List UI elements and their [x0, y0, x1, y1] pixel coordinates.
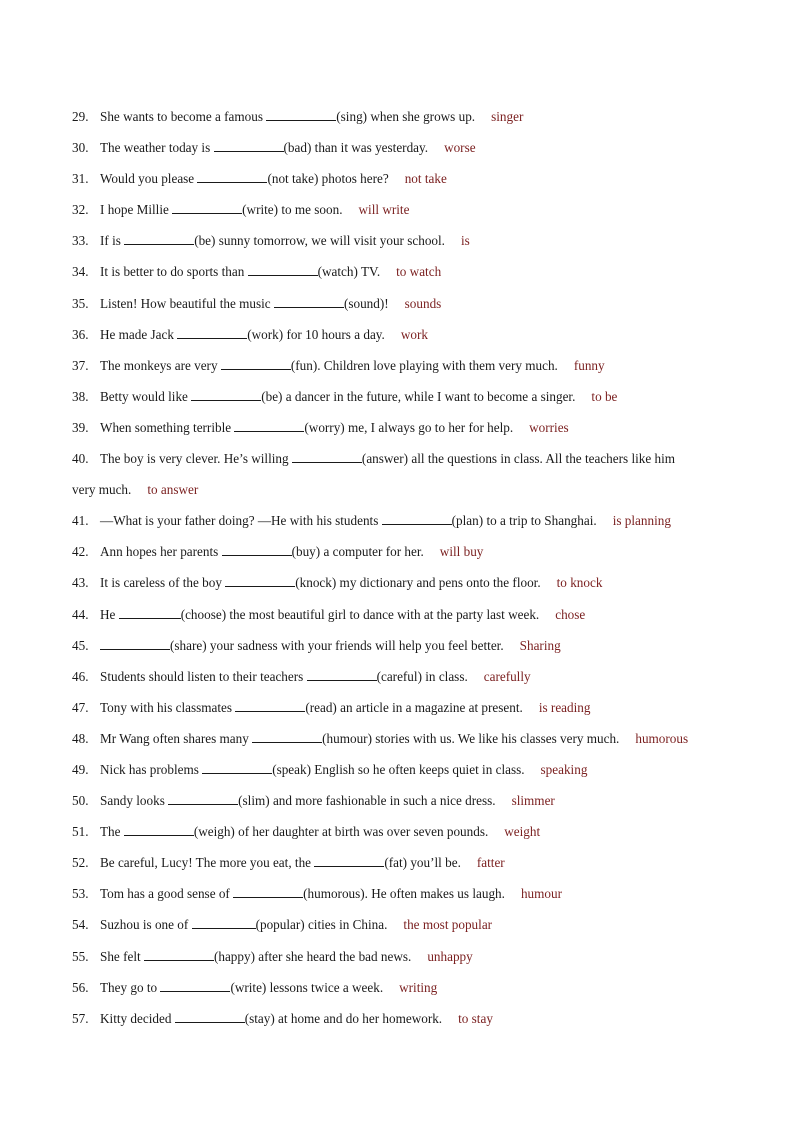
question-prefix: Mr Wang often shares many — [100, 730, 253, 746]
question-number: 41. — [72, 513, 89, 529]
question-text — [100, 941, 473, 972]
question-item — [0, 319, 794, 350]
question-text — [100, 630, 561, 661]
question-item — [0, 505, 794, 536]
answer-blank[interactable] — [235, 700, 305, 712]
question-prefix: Students should listen to their teachers — [100, 668, 307, 684]
answer-key: carefully — [483, 668, 531, 684]
question-text — [100, 443, 675, 474]
question-item — [0, 132, 794, 163]
question-item — [0, 630, 794, 661]
question-prefix: —What is your father doing? —He with his students — [100, 513, 382, 529]
question-prefix: She wants to become a famous — [100, 109, 267, 124]
question-number: 42. — [72, 544, 89, 560]
question-suffix: (stay) at home and do her homework. — [244, 1010, 443, 1026]
answer-blank[interactable] — [124, 233, 194, 245]
question-prefix: The — [100, 824, 124, 840]
question-text — [100, 381, 617, 412]
question-prefix: Tom has a good sense of — [100, 886, 234, 902]
question-suffix: (weigh) of her daughter at birth was over seven pounds. — [193, 824, 489, 840]
question-item — [0, 536, 794, 567]
answer-key: is reading — [538, 699, 591, 715]
answer-blank[interactable] — [119, 607, 181, 619]
question-suffix: (careful) in class. — [376, 668, 468, 684]
question-item — [0, 816, 794, 847]
question-number: 54. — [72, 917, 89, 933]
question-text — [100, 288, 441, 319]
answer-key: will buy — [439, 544, 484, 560]
answer-blank[interactable] — [144, 949, 214, 961]
answer-blank[interactable] — [168, 793, 238, 805]
answer-key: weight — [504, 824, 541, 840]
answer-key: writing — [399, 979, 438, 995]
question-suffix: (work) for 10 hours a day. — [247, 326, 385, 342]
answer-key: chose — [555, 606, 586, 622]
question-item — [0, 163, 794, 194]
question-suffix: (slim) and more fashionable in such a nice dress. — [238, 793, 496, 809]
answer-blank[interactable] — [252, 731, 322, 743]
answer-blank[interactable] — [221, 358, 291, 370]
answer-blank[interactable] — [234, 420, 304, 432]
question-text — [100, 1003, 493, 1034]
question-item — [0, 225, 794, 256]
question-text — [100, 909, 492, 940]
question-text — [100, 101, 523, 132]
question-number: 29. — [72, 109, 89, 124]
answer-blank[interactable] — [225, 575, 295, 587]
question-prefix: The weather today is — [100, 140, 214, 156]
question-number: 53. — [72, 886, 89, 902]
question-item — [0, 692, 794, 723]
question-suffix: (share) your sadness with your friends will help you feel better. — [170, 637, 504, 653]
question-suffix: (buy) a computer for her. — [291, 544, 424, 560]
question-suffix: (worry) me, I always go to her for help. — [304, 419, 514, 435]
question-item — [0, 972, 794, 1003]
answer-blank[interactable] — [382, 513, 452, 525]
question-text — [100, 194, 409, 225]
question-suffix: (humorous). He often makes us laugh. — [303, 886, 505, 902]
answer-key: worries — [529, 419, 569, 435]
question-number: 48. — [72, 730, 89, 746]
question-item — [0, 909, 794, 940]
question-text — [100, 661, 531, 692]
question-item — [0, 723, 794, 754]
question-prefix: Be careful, Lucy! The more you eat, the — [100, 855, 315, 871]
answer-key: Sharing — [519, 637, 561, 653]
question-suffix: (plan) to a trip to Shanghai. — [451, 513, 597, 529]
question-suffix: (popular) cities in China. — [255, 917, 388, 933]
question-prefix: When something terrible — [100, 419, 235, 435]
question-text — [100, 132, 476, 163]
question-number: 49. — [72, 761, 89, 777]
question-list — [0, 101, 794, 1034]
question-item — [0, 443, 794, 505]
question-suffix: (choose) the most beautiful girl to dance with at the party last week. — [180, 606, 540, 622]
answer-key: funny — [573, 357, 605, 373]
answer-blank[interactable] — [307, 669, 377, 681]
question-item — [0, 599, 794, 630]
question-prefix: Ann hopes her parents — [100, 544, 222, 560]
answer-blank[interactable] — [233, 886, 303, 898]
question-number: 52. — [72, 855, 89, 871]
question-item — [0, 878, 794, 909]
answer-blank[interactable] — [274, 296, 344, 308]
question-prefix: He — [100, 606, 119, 622]
question-text — [100, 536, 483, 567]
question-item — [0, 381, 794, 412]
question-number: 46. — [72, 668, 89, 684]
answer-blank[interactable] — [177, 327, 247, 339]
question-number: 31. — [72, 171, 89, 187]
answer-key: unhappy — [427, 948, 473, 964]
question-prefix: Suzhou is one of — [100, 917, 192, 933]
question-prefix: Would you please — [100, 171, 198, 187]
answer-blank[interactable] — [160, 980, 230, 992]
answer-key: is — [460, 233, 470, 249]
answer-blank[interactable] — [197, 171, 267, 183]
question-item — [0, 412, 794, 443]
question-item — [0, 101, 794, 132]
answer-blank[interactable] — [192, 917, 256, 929]
answer-key: to answer — [147, 482, 199, 498]
question-item — [0, 194, 794, 225]
question-text — [100, 256, 441, 287]
question-text — [100, 878, 562, 909]
question-number: 57. — [72, 1010, 89, 1026]
answer-blank[interactable] — [175, 1011, 245, 1023]
answer-blank[interactable] — [172, 202, 242, 214]
answer-blank[interactable] — [191, 389, 261, 401]
question-prefix: Nick has problems — [100, 761, 203, 777]
question-number: 39. — [72, 419, 89, 435]
answer-key: slimmer — [511, 793, 555, 809]
question-prefix: It is careless of the boy — [100, 575, 226, 591]
question-item — [0, 350, 794, 381]
answer-blank[interactable] — [202, 762, 272, 774]
question-text — [100, 163, 447, 194]
question-prefix: Kitty decided — [100, 1010, 175, 1026]
question-item — [0, 754, 794, 785]
question-number: 40. — [72, 451, 89, 467]
question-number: 36. — [72, 326, 89, 342]
question-suffix: (answer) all the questions in class. All the teachers like him — [361, 451, 676, 467]
question-number: 37. — [72, 357, 89, 373]
question-suffix: (humour) stories with us. We like his classes very much. — [322, 730, 620, 746]
question-number: 34. — [72, 264, 89, 280]
answer-key: sounds — [404, 295, 442, 311]
answer-key: to watch — [396, 264, 442, 280]
question-item — [0, 256, 794, 287]
answer-blank[interactable] — [292, 451, 362, 463]
answer-key: to knock — [556, 575, 603, 591]
question-suffix: (sound)! — [343, 295, 389, 311]
question-text — [100, 350, 605, 381]
question-suffix: (fun). Children love playing with them very much. — [290, 357, 558, 373]
question-text — [100, 847, 505, 878]
question-prefix: Listen! How beautiful the music — [100, 295, 274, 311]
question-suffix: (knock) my dictionary and pens onto the floor. — [295, 575, 541, 591]
question-text — [100, 505, 671, 536]
question-text — [100, 972, 437, 1003]
answer-key: to stay — [458, 1010, 493, 1026]
question-suffix: (sing) when she grows up. — [336, 109, 476, 124]
question-prefix: She felt — [100, 948, 144, 964]
question-continuation: very much. — [72, 482, 132, 498]
question-text — [100, 754, 587, 785]
question-prefix: Betty would like — [100, 388, 192, 404]
answer-key: to be — [591, 388, 618, 404]
question-number: 50. — [72, 793, 89, 809]
question-suffix: (write) lessons twice a week. — [230, 979, 384, 995]
question-text — [100, 723, 688, 754]
question-prefix: It is better to do sports than — [100, 264, 248, 280]
answer-key: work — [400, 326, 428, 342]
question-suffix: (write) to me soon. — [242, 202, 343, 218]
question-suffix: (not take) photos here? — [267, 171, 389, 187]
question-text — [100, 319, 428, 350]
question-prefix: If is — [100, 233, 125, 249]
question-suffix: (read) an article in a magazine at present. — [305, 699, 523, 715]
question-number: 43. — [72, 575, 89, 591]
question-suffix: (be) sunny tomorrow, we will visit your school. — [194, 233, 445, 249]
question-prefix: I hope Millie — [100, 202, 173, 218]
question-prefix: They go to — [100, 979, 161, 995]
answer-key: the most popular — [403, 917, 493, 933]
question-prefix: The boy is very clever. He’s willing — [100, 451, 292, 467]
question-number: 32. — [72, 202, 89, 218]
answer-blank[interactable] — [124, 824, 194, 836]
question-item — [0, 785, 794, 816]
question-prefix: Sandy looks — [100, 793, 169, 809]
question-prefix: Tony with his classmates — [100, 699, 236, 715]
question-number: 38. — [72, 388, 89, 404]
question-suffix: (happy) after she heard the bad news. — [213, 948, 412, 964]
question-number: 51. — [72, 824, 89, 840]
answer-blank[interactable] — [248, 264, 318, 276]
question-text — [100, 225, 470, 256]
question-item — [0, 567, 794, 598]
question-item — [0, 1003, 794, 1034]
question-suffix: (bad) than it was yesterday. — [283, 140, 429, 156]
question-text — [100, 412, 569, 443]
answer-key: worse — [444, 140, 476, 156]
answer-key: speaking — [540, 761, 588, 777]
question-number: 56. — [72, 979, 89, 995]
answer-blank[interactable] — [314, 855, 384, 867]
answer-key: will write — [358, 202, 410, 218]
answer-blank[interactable] — [222, 544, 292, 556]
question-text — [100, 785, 555, 816]
question-number: 47. — [72, 699, 89, 715]
question-number: 33. — [72, 233, 89, 249]
question-item — [0, 847, 794, 878]
question-text — [100, 816, 540, 847]
answer-blank[interactable] — [214, 140, 284, 152]
answer-key: humour — [520, 886, 562, 902]
answer-key: not take — [404, 171, 447, 187]
question-text — [100, 599, 585, 630]
answer-key: humorous — [635, 730, 689, 746]
question-suffix: (speak) English so he often keeps quiet in class. — [272, 761, 525, 777]
answer-blank[interactable] — [266, 109, 336, 121]
question-item — [0, 661, 794, 692]
question-number: 55. — [72, 948, 89, 964]
question-number: 45. — [72, 637, 89, 653]
question-prefix: He made Jack — [100, 326, 178, 342]
answer-key: fatter — [476, 855, 505, 871]
answer-key: singer — [491, 109, 524, 124]
question-text — [100, 567, 602, 598]
question-prefix: The monkeys are very — [100, 357, 221, 373]
question-item — [0, 941, 794, 972]
question-number: 30. — [72, 140, 89, 156]
question-item — [0, 288, 794, 319]
question-suffix: (fat) you’ll be. — [384, 855, 461, 871]
question-number: 35. — [72, 295, 89, 311]
question-suffix: (watch) TV. — [317, 264, 381, 280]
question-text — [100, 692, 590, 723]
question-suffix: (be) a dancer in the future, while I want to become a singer. — [261, 388, 576, 404]
answer-blank[interactable] — [100, 638, 170, 650]
question-number: 44. — [72, 606, 89, 622]
answer-key: is planning — [612, 513, 671, 529]
